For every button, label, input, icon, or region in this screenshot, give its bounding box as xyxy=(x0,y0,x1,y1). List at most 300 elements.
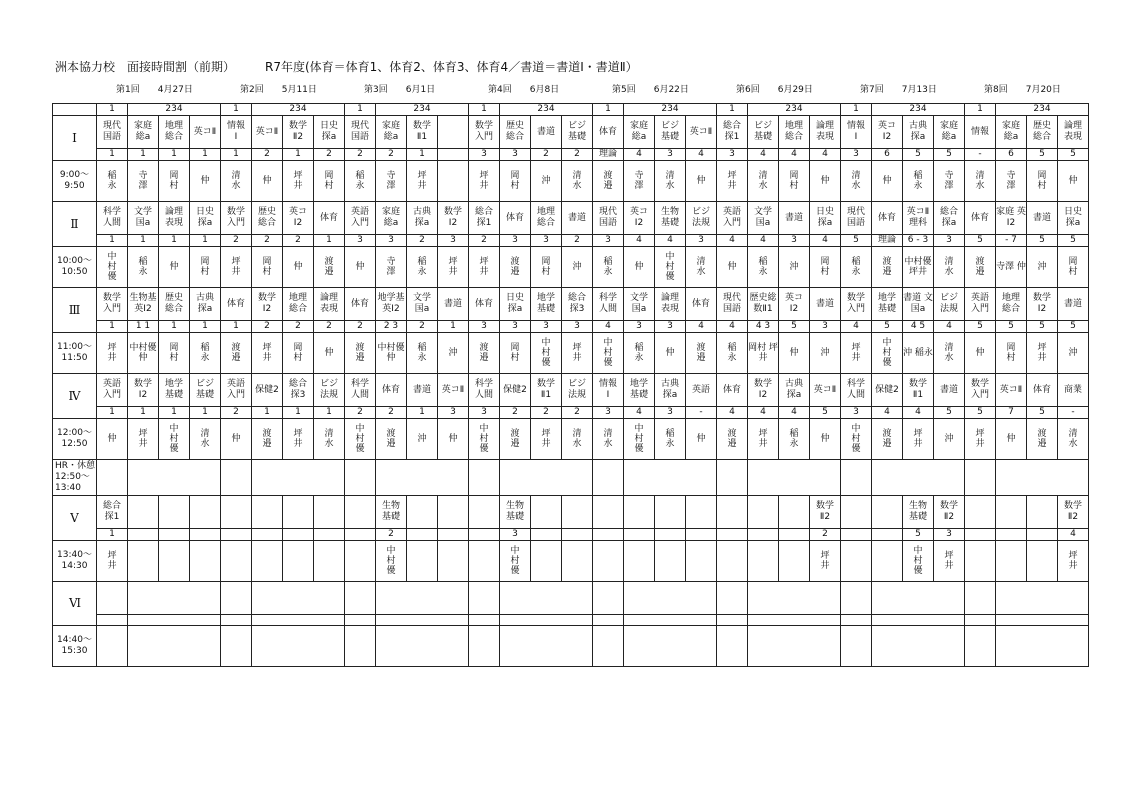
class-number xyxy=(128,529,159,541)
teacher-name: 坪 井 xyxy=(562,333,593,374)
period-label: Ⅳ xyxy=(53,374,97,419)
empty-cell xyxy=(593,615,624,626)
class-number: 2 xyxy=(531,407,562,419)
class-number: 4 xyxy=(593,321,624,333)
subject-cell: 総合 探1 xyxy=(717,116,748,149)
subject-cell: 科学 人間 xyxy=(345,374,376,407)
teacher-name xyxy=(996,541,1027,582)
teacher-name: 清 水 xyxy=(934,333,965,374)
header-group-234: 234 xyxy=(624,104,717,116)
empty-cell xyxy=(469,626,500,667)
teacher-name: 坪 井 xyxy=(965,419,996,460)
teacher-name: 仲 xyxy=(996,419,1027,460)
teacher-name: 渡 邉 xyxy=(221,333,252,374)
teacher-name xyxy=(779,541,810,582)
class-number: 1 xyxy=(159,321,190,333)
teacher-name xyxy=(314,541,345,582)
subject-cell: 地理 総合 xyxy=(159,116,190,149)
empty-cell xyxy=(500,582,593,615)
subject-cell: 商業 xyxy=(1058,374,1089,407)
subject-cell: 英語 入門 xyxy=(221,374,252,407)
class-number: 5 xyxy=(934,407,965,419)
teacher-name: 仲 xyxy=(438,419,469,460)
subject-cell: 数学 Ⅱ2 xyxy=(283,116,314,149)
session-date: 第8回 7月20日 xyxy=(984,85,1061,95)
subject-cell xyxy=(531,496,562,529)
empty-cell xyxy=(717,615,748,626)
teacher-name: 仲 xyxy=(1058,161,1089,202)
teacher-name: 坪 井 xyxy=(748,419,779,460)
teacher-name: 清 水 xyxy=(190,419,221,460)
class-number: 1 xyxy=(221,149,252,161)
class-number: 3 xyxy=(810,321,841,333)
teacher-name: 渡 邉 xyxy=(1027,419,1058,460)
subject-cell: 英語 xyxy=(686,374,717,407)
header-group-234: 234 xyxy=(376,104,469,116)
class-number: 1 xyxy=(314,407,345,419)
teacher-name: 清 水 xyxy=(965,161,996,202)
class-number: 1 xyxy=(190,321,221,333)
teacher-name: 岡 村 xyxy=(500,333,531,374)
header-group-234: 234 xyxy=(500,104,593,116)
class-number: 2 xyxy=(562,149,593,161)
subject-cell: 英コ Ⅰ2 xyxy=(283,202,314,235)
class-number: 1 xyxy=(314,235,345,247)
teacher-name xyxy=(438,161,469,202)
teacher-name: 稲 永 xyxy=(593,247,624,288)
period-label: Ⅱ xyxy=(53,202,97,247)
empty-cell xyxy=(624,615,717,626)
subject-cell xyxy=(841,496,872,529)
empty-cell xyxy=(500,460,593,496)
teacher-name: 沖 xyxy=(562,247,593,288)
teacher-name: 渡 邉 xyxy=(500,247,531,288)
class-number: 5 xyxy=(965,407,996,419)
period-label: Ⅰ xyxy=(53,116,97,161)
teacher-name: 仲 xyxy=(190,161,221,202)
page-title: 洲本協力校 面接時間割（前期） R7年度(体育＝体育1、体育2、体育3、体育4／書道＝書道Ⅰ・書道Ⅱ） xyxy=(55,60,638,74)
header-group-234: 234 xyxy=(872,104,965,116)
class-number: 5 xyxy=(903,149,934,161)
subject-cell xyxy=(469,496,500,529)
teacher-name: 渡 邉 xyxy=(252,419,283,460)
subject-cell: 英語 入門 xyxy=(97,374,128,407)
class-number: 2 xyxy=(500,407,531,419)
subject-cell: 情報 Ⅰ xyxy=(221,116,252,149)
subject-cell: ビジ 法規 xyxy=(934,288,965,321)
teacher-name: 稲 永 xyxy=(407,247,438,288)
subject-cell: 情報 xyxy=(965,116,996,149)
header-group-1: 1 xyxy=(469,104,500,116)
empty-cell xyxy=(996,460,1089,496)
subject-cell: 古典 探a xyxy=(407,202,438,235)
empty-cell xyxy=(872,460,965,496)
teacher-name: 岡 村 xyxy=(1027,161,1058,202)
subject-cell xyxy=(996,496,1027,529)
teacher-name: 清 水 xyxy=(934,247,965,288)
empty-cell xyxy=(97,582,128,615)
subject-cell: ビジ 基礎 xyxy=(655,116,686,149)
teacher-name: 岡 村 xyxy=(996,333,1027,374)
teacher-name: 中村優 仲 xyxy=(128,333,159,374)
class-number: 6 xyxy=(996,149,1027,161)
teacher-name: 稲 永 xyxy=(407,333,438,374)
class-number: 5 xyxy=(810,407,841,419)
teacher-name: 寺 澤 xyxy=(128,161,159,202)
class-number: 2 3 xyxy=(376,321,407,333)
class-number: 1 xyxy=(252,407,283,419)
subject-cell: 家庭 総a xyxy=(934,116,965,149)
subject-cell: 数学 入門 xyxy=(965,374,996,407)
teacher-name: 中 村 優 xyxy=(469,419,500,460)
class-number: 5 xyxy=(1058,235,1089,247)
header-group-234: 234 xyxy=(996,104,1089,116)
empty-cell xyxy=(252,615,345,626)
class-number: - xyxy=(1058,407,1089,419)
class-number: 3 xyxy=(717,149,748,161)
teacher-name: 坪 井 xyxy=(717,161,748,202)
subject-cell: 書道 文国a xyxy=(903,288,934,321)
hr-break-label: HR・休憩 12:50～ 13:40 xyxy=(53,460,97,496)
teacher-name: 仲 xyxy=(872,161,903,202)
subject-cell: 書道 xyxy=(810,288,841,321)
class-number: 1 xyxy=(221,321,252,333)
teacher-name xyxy=(748,541,779,582)
subject-cell: 現代 国語 xyxy=(593,202,624,235)
subject-cell: 地学 基礎 xyxy=(624,374,655,407)
subject-cell: 家庭 英Ⅰ2 xyxy=(996,202,1027,235)
class-number xyxy=(562,529,593,541)
teacher-name: 坪 井 xyxy=(221,247,252,288)
subject-cell: 数学 入門 xyxy=(841,288,872,321)
subject-cell: 書道 xyxy=(1058,288,1089,321)
subject-cell: 情報 Ⅰ xyxy=(593,374,624,407)
teacher-name: 沖 xyxy=(810,333,841,374)
class-number: 3 xyxy=(500,529,531,541)
subject-cell: 数学 Ⅰ2 xyxy=(748,374,779,407)
empty-cell xyxy=(128,615,221,626)
teacher-name xyxy=(252,541,283,582)
subject-cell: ビジ 法規 xyxy=(562,374,593,407)
teacher-name: 坪 井 xyxy=(283,419,314,460)
subject-cell: 英コⅡ xyxy=(810,374,841,407)
class-number: 1 xyxy=(97,321,128,333)
subject-cell: 現代 国語 xyxy=(345,116,376,149)
class-number: 4 xyxy=(686,149,717,161)
class-number: 5 xyxy=(1058,149,1089,161)
empty-cell xyxy=(345,460,376,496)
teacher-name xyxy=(221,541,252,582)
class-number: 5 xyxy=(872,321,903,333)
subject-cell xyxy=(283,496,314,529)
class-number: 4 xyxy=(903,407,934,419)
subject-cell: 数学 Ⅰ2 xyxy=(252,288,283,321)
empty-cell xyxy=(345,615,376,626)
subject-cell: 文学 国a xyxy=(748,202,779,235)
class-number xyxy=(872,529,903,541)
subject-cell: 歴史 総合 xyxy=(252,202,283,235)
subject-cell: 地学 基礎 xyxy=(872,288,903,321)
session-date: 第5回 6月22日 xyxy=(612,85,689,95)
teacher-name: 沖 xyxy=(1058,333,1089,374)
period-time: 13:40～ 14:30 xyxy=(53,541,97,582)
class-number: 3 xyxy=(841,149,872,161)
teacher-name: 岡 村 xyxy=(500,161,531,202)
header-group-1: 1 xyxy=(965,104,996,116)
class-number: 2 xyxy=(376,149,407,161)
teacher-name: 稲 永 xyxy=(748,247,779,288)
teacher-name: 坪 井 xyxy=(1027,333,1058,374)
period-time: 14:40～ 15:30 xyxy=(53,626,97,667)
teacher-name: 仲 xyxy=(655,333,686,374)
class-number: 2 xyxy=(562,235,593,247)
class-number: 3 xyxy=(779,235,810,247)
teacher-name: 坪 井 xyxy=(469,247,500,288)
class-number: 1 xyxy=(159,235,190,247)
class-number: 1 xyxy=(128,407,159,419)
subject-cell: 書道 xyxy=(562,202,593,235)
empty-cell xyxy=(128,626,221,667)
class-number: 2 xyxy=(314,149,345,161)
empty-cell xyxy=(469,582,500,615)
class-number: 2 xyxy=(283,321,314,333)
subject-cell: 体育 xyxy=(593,116,624,149)
teacher-name: 稲 永 xyxy=(345,161,376,202)
teacher-name xyxy=(283,541,314,582)
subject-cell: 保健2 xyxy=(872,374,903,407)
teacher-name: 渡 邉 xyxy=(469,333,500,374)
class-number: 1 1 xyxy=(128,321,159,333)
class-number xyxy=(407,529,438,541)
subject-cell: 家庭 総a xyxy=(996,116,1027,149)
subject-cell: 英コⅡ 理科 xyxy=(903,202,934,235)
class-number: 4 xyxy=(779,149,810,161)
teacher-name: 岡 村 xyxy=(159,161,190,202)
subject-cell: 日史 探a xyxy=(810,202,841,235)
teacher-name: 清 水 xyxy=(841,161,872,202)
period-time: 12:00～ 12:50 xyxy=(53,419,97,460)
teacher-name: 岡 村 xyxy=(252,247,283,288)
empty-cell xyxy=(469,460,500,496)
subject-cell xyxy=(190,496,221,529)
class-number xyxy=(717,529,748,541)
subject-cell xyxy=(128,496,159,529)
teacher-name: 岡 村 xyxy=(314,161,345,202)
teacher-name: 渡 邉 xyxy=(965,247,996,288)
subject-cell: 総合 探a xyxy=(934,202,965,235)
class-number: - xyxy=(965,149,996,161)
class-number: 4 xyxy=(1058,529,1089,541)
subject-cell: 現代 国語 xyxy=(717,288,748,321)
teacher-name: 渡 邉 xyxy=(717,419,748,460)
teacher-name: 坪 井 xyxy=(531,419,562,460)
class-number: 4 xyxy=(717,235,748,247)
subject-cell: 数学 Ⅱ2 xyxy=(810,496,841,529)
teacher-name: 稲 永 xyxy=(841,247,872,288)
class-number: 1 xyxy=(97,235,128,247)
teacher-name: 渡 邉 xyxy=(500,419,531,460)
subject-cell: 現代 国語 xyxy=(841,202,872,235)
class-number xyxy=(965,529,996,541)
subject-cell: 総合 探3 xyxy=(283,374,314,407)
teacher-name xyxy=(593,541,624,582)
teacher-name: 仲 xyxy=(221,419,252,460)
subject-cell: 論理 表現 xyxy=(810,116,841,149)
class-number: 2 xyxy=(376,407,407,419)
teacher-name: 仲 xyxy=(345,247,376,288)
teacher-name: 岡 村 xyxy=(159,333,190,374)
class-number: 3 xyxy=(934,235,965,247)
subject-cell xyxy=(1027,496,1058,529)
teacher-name: 坪 井 xyxy=(407,161,438,202)
class-number: 1 xyxy=(190,407,221,419)
subject-cell: 論理 表現 xyxy=(655,288,686,321)
header-group-1: 1 xyxy=(593,104,624,116)
empty-cell xyxy=(252,460,345,496)
empty-cell xyxy=(965,615,996,626)
class-number: 4 3 xyxy=(748,321,779,333)
teacher-name: 渡 邉 xyxy=(686,333,717,374)
teacher-name: 仲 xyxy=(810,419,841,460)
subject-cell: 家庭 総a xyxy=(376,116,407,149)
class-number: 4 xyxy=(748,407,779,419)
class-number: 7 xyxy=(996,407,1027,419)
subject-cell: 体育 xyxy=(469,288,500,321)
teacher-name: 渡 邉 xyxy=(593,161,624,202)
class-number: 1 xyxy=(438,321,469,333)
class-number: 4 xyxy=(748,235,779,247)
teacher-name: 沖 稲永 xyxy=(903,333,934,374)
teacher-name xyxy=(655,541,686,582)
teacher-name: 坪 井 xyxy=(1058,541,1089,582)
teacher-name xyxy=(686,541,717,582)
teacher-name: 寺 澤 xyxy=(624,161,655,202)
class-number: 4 xyxy=(655,235,686,247)
teacher-name: 仲 xyxy=(965,333,996,374)
subject-cell xyxy=(965,496,996,529)
subject-cell: 地理 総合 xyxy=(283,288,314,321)
subject-cell: 科学 人間 xyxy=(469,374,500,407)
class-number: - xyxy=(686,407,717,419)
class-number: 4 xyxy=(624,149,655,161)
class-number: 2 xyxy=(345,407,376,419)
subject-cell: 現代 国語 xyxy=(97,116,128,149)
empty-cell xyxy=(996,582,1089,615)
subject-cell: 論理 表現 xyxy=(314,288,345,321)
class-number: 5 xyxy=(965,235,996,247)
subject-cell: 総合 探1 xyxy=(469,202,500,235)
subject-cell: 英コⅡ xyxy=(252,116,283,149)
class-number: 2 xyxy=(252,149,283,161)
empty-cell xyxy=(965,626,996,667)
teacher-name: 中 村 優 xyxy=(376,541,407,582)
subject-cell: 書道 xyxy=(438,288,469,321)
session-date: 第3回 6月1日 xyxy=(364,85,436,95)
class-number: 2 xyxy=(407,321,438,333)
subject-cell: 数学 Ⅱ2 xyxy=(934,496,965,529)
class-number: 2 xyxy=(376,529,407,541)
class-number: 5 xyxy=(841,235,872,247)
subject-cell: 体育 xyxy=(717,374,748,407)
class-number: 3 xyxy=(593,407,624,419)
class-number: 4 xyxy=(624,407,655,419)
subject-cell: 古典 探a xyxy=(903,116,934,149)
period-label: Ⅲ xyxy=(53,288,97,333)
subject-cell xyxy=(562,496,593,529)
class-number: 4 xyxy=(841,321,872,333)
teacher-name: 中 村 優 xyxy=(841,419,872,460)
class-number: 1 xyxy=(190,235,221,247)
subject-cell: 科学 人間 xyxy=(593,288,624,321)
class-number: 1 xyxy=(128,235,159,247)
class-number: 3 xyxy=(624,321,655,333)
class-number: 4 xyxy=(810,149,841,161)
empty-cell xyxy=(221,460,252,496)
empty-cell xyxy=(469,615,500,626)
subject-cell xyxy=(314,496,345,529)
subject-cell xyxy=(221,496,252,529)
subject-cell: 数学 Ⅱ1 xyxy=(407,116,438,149)
subject-cell: 書道 xyxy=(1027,202,1058,235)
teacher-name: 稲 永 xyxy=(779,419,810,460)
teacher-name: 仲 xyxy=(686,419,717,460)
subject-cell: 書道 xyxy=(407,374,438,407)
teacher-name: 中 村 優 xyxy=(872,333,903,374)
class-number xyxy=(314,529,345,541)
teacher-name: 寺澤 仲 xyxy=(996,247,1027,288)
empty-cell xyxy=(345,582,376,615)
subject-cell: 日史 探a xyxy=(1058,202,1089,235)
subject-cell: 家庭 総a xyxy=(624,116,655,149)
subject-cell: 地学 基礎 xyxy=(159,374,190,407)
subject-cell: 古典 探a xyxy=(190,288,221,321)
subject-cell: 英語 入門 xyxy=(345,202,376,235)
subject-cell: 科学 人間 xyxy=(841,374,872,407)
header-group-1: 1 xyxy=(841,104,872,116)
teacher-name: 仲 xyxy=(717,247,748,288)
teacher-name: 仲 xyxy=(283,247,314,288)
empty-cell xyxy=(345,626,376,667)
class-number: 2 xyxy=(407,235,438,247)
teacher-name: 寺 澤 xyxy=(376,161,407,202)
class-number: 5 xyxy=(779,321,810,333)
subject-cell: 文学 国a xyxy=(624,288,655,321)
class-number: 1 xyxy=(407,149,438,161)
subject-cell: 体育 xyxy=(965,202,996,235)
subject-cell xyxy=(345,496,376,529)
class-number: - 7 xyxy=(996,235,1027,247)
subject-cell xyxy=(593,496,624,529)
teacher-name: 寺 澤 xyxy=(934,161,965,202)
session-dates-row xyxy=(55,82,1080,96)
subject-cell xyxy=(779,496,810,529)
class-number xyxy=(996,529,1027,541)
subject-cell: 地理 総合 xyxy=(996,288,1027,321)
class-number xyxy=(283,529,314,541)
teacher-name xyxy=(841,541,872,582)
class-number: 4 xyxy=(934,321,965,333)
class-number xyxy=(655,529,686,541)
subject-cell xyxy=(438,496,469,529)
teacher-name: 仲 xyxy=(686,161,717,202)
teacher-name: 坪 井 xyxy=(283,161,314,202)
subject-cell: 数学 Ⅰ2 xyxy=(438,202,469,235)
subject-cell: 数学 入門 xyxy=(469,116,500,149)
class-number: 3 xyxy=(531,321,562,333)
class-number: 2 xyxy=(221,235,252,247)
class-number: 3 xyxy=(686,235,717,247)
class-number: 5 xyxy=(934,149,965,161)
